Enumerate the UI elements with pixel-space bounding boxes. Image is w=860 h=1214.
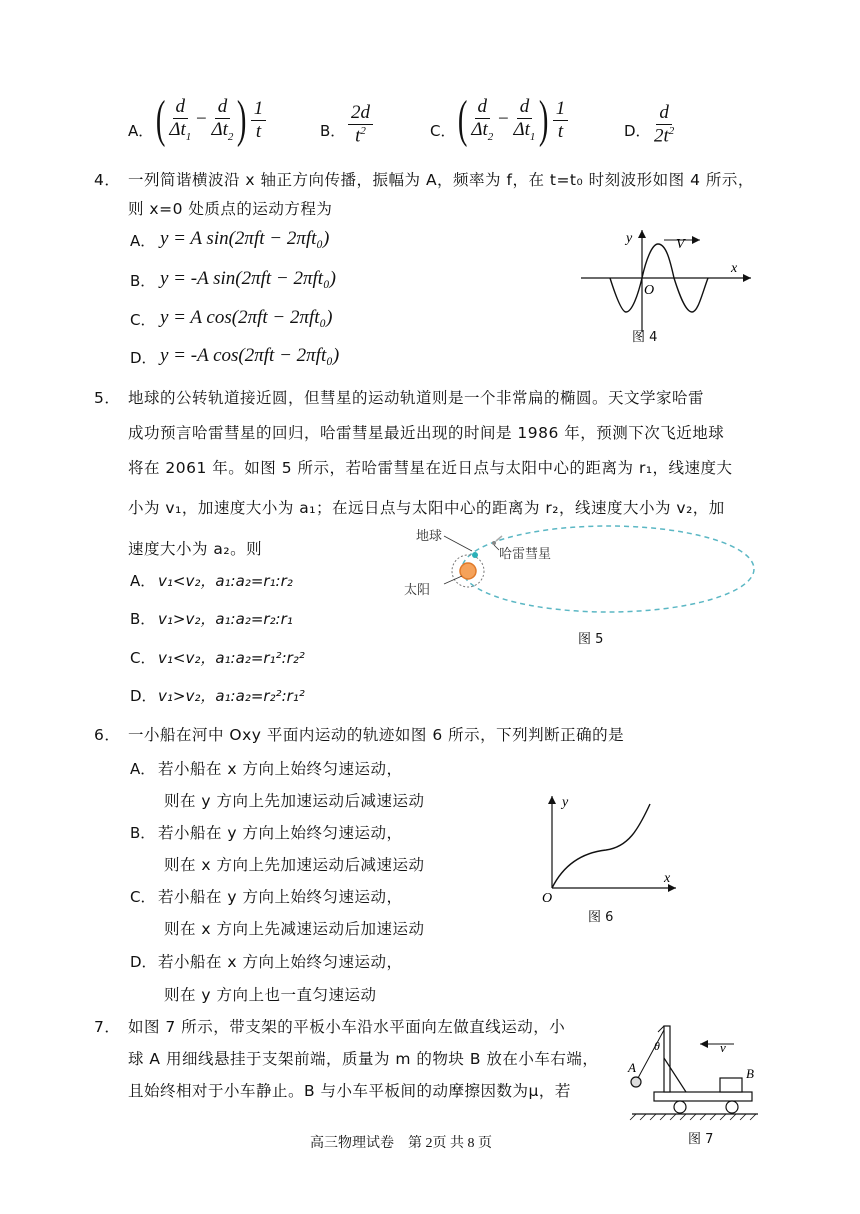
figure-5-orbit — [396, 518, 766, 628]
figure-6-trajectory — [538, 790, 688, 906]
q5-stem-line2: 成功预言哈雷彗星的回归，哈雷彗星最近出现的时间是 1986 年，预测下次飞近地球 — [128, 424, 725, 442]
q4-option-b-label: B． — [130, 272, 156, 290]
q6-number: 6． — [94, 726, 121, 744]
figure-4-wave — [576, 222, 766, 347]
q6-option-b-label: B． — [130, 824, 156, 842]
block-b-icon — [720, 1078, 742, 1092]
q5-option-c-label: C． — [130, 649, 156, 667]
q5-option-d-text: v₁>v₂，a₁:a₂=r₂²:r₁² — [158, 687, 305, 705]
q6-option-b-text2: 则在 x 方向上先加速运动后减速运动 — [164, 856, 425, 874]
fig6-x-label: x — [664, 871, 671, 886]
comet-icon — [492, 541, 496, 545]
fig6-y-label: y — [562, 795, 569, 810]
q6-option-a-text2: 则在 y 方向上先加速运动后减速运动 — [164, 792, 425, 810]
q6-option-b-text1: 若小船在 y 方向上始终匀速运动， — [158, 824, 403, 842]
q5-number: 5． — [94, 389, 121, 407]
q5-option-c-text: v₁<v₂，a₁:a₂=r₁²:r₂² — [158, 649, 305, 667]
ball-a-icon — [631, 1077, 641, 1087]
q6-option-c-label: C． — [130, 888, 156, 906]
fig4-v-label: V — [676, 237, 685, 252]
q3-option-d-label: D． — [624, 122, 651, 140]
fig4-x-label: x — [731, 261, 738, 276]
figure-5-caption: 图 5 — [578, 632, 604, 647]
q4-option-b-formula: y = -A sin(2πft − 2πft₀) — [160, 268, 337, 289]
q6-option-d-label: D． — [130, 953, 157, 971]
fig4-origin-label: O — [644, 283, 655, 298]
q5-option-b-text: v₁>v₂，a₁:a₂=r₂:r₁ — [158, 610, 293, 628]
sun-icon — [460, 563, 476, 579]
q3-option-b-formula: $\frac{2d}{t^2}$ — [348, 102, 373, 147]
fig7-v-label: v — [720, 1040, 726, 1055]
q6-stem-line1: 一小船在河中 Oxy 平面内运动的轨迹如图 6 所示，下列判断正确的是 — [128, 726, 625, 744]
q3-option-a-label: A． — [128, 122, 154, 140]
figure-6-caption: 图 6 — [588, 910, 614, 925]
q4-option-c-formula: y = A cos(2πft − 2πft₀) — [160, 307, 333, 328]
q3-option-b-label: B． — [320, 122, 346, 140]
fig5-earth-label: 地球 — [416, 529, 443, 544]
page-footer: 高三物理试卷 第 2页 共 8 页 — [310, 1136, 492, 1151]
q6-option-a-text1: 若小船在 x 方向上始终匀速运动， — [158, 760, 403, 778]
earth-icon — [472, 552, 478, 558]
q5-option-a-text: v₁<v₂，a₁:a₂=r₁:r₂ — [158, 572, 293, 590]
q7-stem-line3: 且始终相对于小车静止。B 与小车平板间的动摩擦因数为μ，若 — [128, 1082, 571, 1100]
q3-option-a-formula: ( $\frac{d}{\Delta t_1}$ − $\frac{d}{\Delta t_2}$ ) $\frac{1}{t}$ — [152, 94, 266, 146]
q4-number: 4． — [94, 171, 121, 189]
figure-7-cart — [624, 1018, 766, 1126]
q7-number: 7． — [94, 1018, 121, 1036]
fig5-comet-label: 哈雷彗星 — [499, 547, 552, 562]
figure-4-caption: 图 4 — [632, 330, 658, 345]
q4-option-a-formula: y = A sin(2πft − 2πft₀) — [160, 228, 330, 249]
q4-option-a-label: A． — [130, 232, 156, 250]
q5-stem-line3: 将在 2061 年。如图 5 所示，若哈雷彗星在近日点与太阳中心的距离为 r₁，线速度大 — [128, 459, 733, 477]
q4-stem-line1: 一列简谐横波沿 x 轴正方向传播，振幅为 A，频率为 f，在 t=t₀ 时刻波形如图 4 所示， — [128, 171, 754, 189]
fig7-b-label: B — [746, 1066, 754, 1081]
q3-option-d-formula: $\frac{d}{2t^2}$ — [654, 102, 675, 147]
q4-option-d-label: D． — [130, 349, 157, 367]
q7-stem-line2: 球 A 用细线悬挂于支架前端，质量为 m 的物块 B 放在小车右端， — [128, 1050, 599, 1068]
fig4-y-label: y — [626, 231, 633, 246]
q5-option-d-label: D． — [130, 687, 157, 705]
q6-option-a-label: A． — [130, 760, 156, 778]
q6-option-d-text2: 则在 y 方向上也一直匀速运动 — [164, 986, 377, 1004]
q4-option-d-formula: y = -A cos(2πft − 2πft₀) — [160, 345, 340, 366]
figure-7-caption: 图 7 — [688, 1132, 714, 1147]
fig7-theta-label: θ — [654, 1039, 660, 1053]
q7-stem-line1: 如图 7 所示，带支架的平板小车沿水平面向左做直线运动，小 — [128, 1018, 566, 1036]
q4-option-c-label: C． — [130, 311, 156, 329]
fig7-a-label: A — [628, 1060, 636, 1075]
q5-stem-line4: 小为 v₁，加速度大小为 a₁；在远日点与太阳中心的距离为 r₂，线速度大小为 v₂，加 — [128, 499, 725, 517]
q3-options-row — [128, 92, 848, 162]
q5-stem-line5: 速度大小为 a₂。则 — [128, 540, 263, 558]
fig6-origin-label: O — [542, 891, 553, 906]
q4-stem-line2: 则 x=0 处质点的运动方程为 — [128, 200, 333, 218]
q3-option-c-formula: ( $\frac{d}{\Delta t_2}$ − $\frac{d}{\Delta t_1}$ ) $\frac{1}{t}$ — [454, 94, 568, 146]
fig5-sun-label: 太阳 — [404, 583, 431, 598]
q5-option-a-label: A． — [130, 572, 156, 590]
q6-option-d-text1: 若小船在 x 方向上始终匀速运动， — [158, 953, 403, 971]
q5-stem-line1: 地球的公转轨道接近圆，但彗星的运动轨道则是一个非常扁的椭圆。天文学家哈雷 — [128, 389, 705, 407]
q5-option-b-label: B． — [130, 610, 156, 628]
q3-option-c-label: C． — [430, 122, 456, 140]
q6-option-c-text2: 则在 x 方向上先减速运动后加速运动 — [164, 920, 425, 938]
q6-option-c-text1: 若小船在 y 方向上始终匀速运动， — [158, 888, 403, 906]
